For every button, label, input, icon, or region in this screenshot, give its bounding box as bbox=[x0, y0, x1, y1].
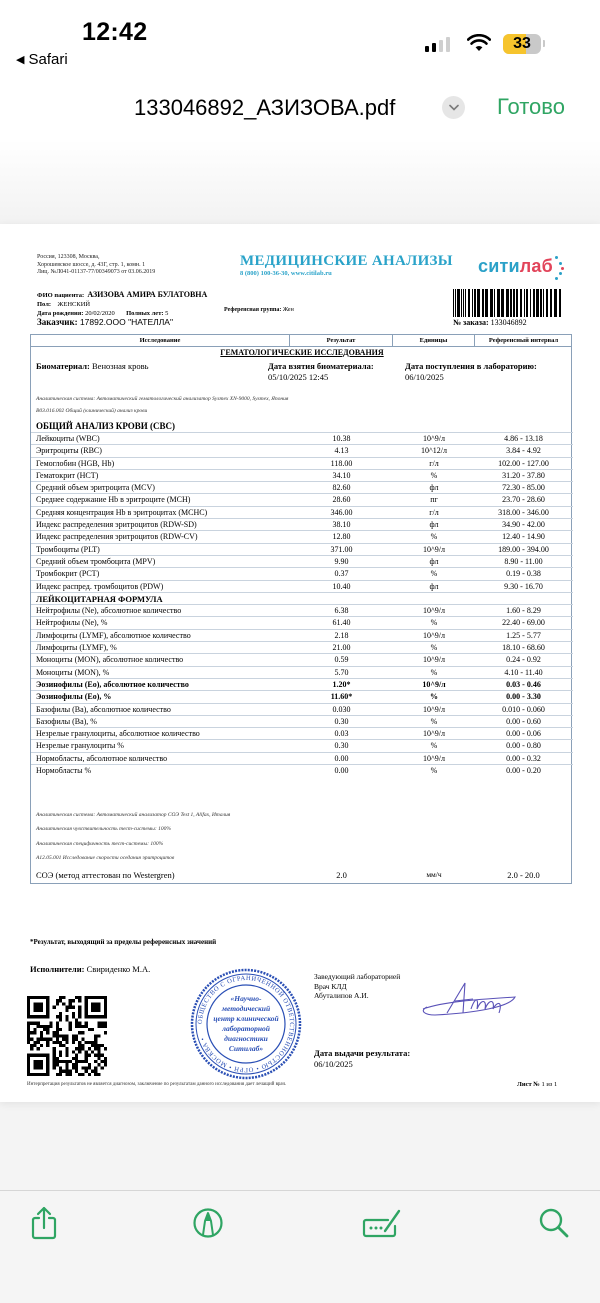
esr-row bbox=[31, 870, 573, 883]
reference-interval: 1.60 - 8.29 bbox=[506, 606, 541, 616]
result-value: 0.37 bbox=[334, 569, 349, 579]
bottom-toolbar bbox=[0, 1190, 600, 1303]
order-label: № заказа: bbox=[453, 318, 489, 327]
results-table bbox=[30, 334, 572, 884]
reference-interval: 3.84 - 4.92 bbox=[506, 446, 541, 456]
unit-value: 10^9/л bbox=[423, 753, 445, 763]
table-row bbox=[31, 703, 573, 715]
logo-dots-icon bbox=[553, 254, 565, 280]
reference-interval: 189.00 - 394.00 bbox=[498, 544, 549, 554]
svg-text:«Научно-: «Научно- bbox=[230, 994, 262, 1003]
reference-interval: 0.24 - 0.92 bbox=[506, 655, 541, 665]
test-name: Лейкоциты (WBC) bbox=[36, 434, 100, 443]
table-row bbox=[31, 653, 573, 665]
reference-interval: 9.30 - 16.70 bbox=[504, 581, 543, 591]
unit-value: г/л bbox=[429, 458, 439, 468]
result-value: 0.00 bbox=[334, 766, 349, 776]
clock: 12:42 bbox=[82, 18, 148, 46]
reference-interval: 18.10 - 68.60 bbox=[502, 643, 545, 653]
search-button[interactable] bbox=[534, 1203, 574, 1243]
biomaterial-label: Биоматериал: bbox=[36, 361, 90, 371]
test-name: Индекс распределения эритроцитов (RDW-CV) bbox=[36, 532, 198, 542]
unit-value: 10^12/л bbox=[421, 446, 447, 456]
customer-label: Заказчик: bbox=[37, 317, 78, 327]
reference-interval: 8.90 - 11.00 bbox=[504, 556, 543, 566]
biomaterial-value: Венозная кровь bbox=[92, 361, 149, 371]
lab-head bbox=[314, 972, 400, 1001]
back-triangle-icon: ◀ bbox=[16, 54, 25, 66]
result-value: 4.13 bbox=[334, 446, 349, 456]
done-button[interactable]: Готово bbox=[497, 94, 565, 119]
lab-address bbox=[37, 254, 155, 277]
share-button[interactable] bbox=[24, 1203, 64, 1243]
result-value: 346.00 bbox=[330, 507, 353, 517]
result-value: 61.40 bbox=[332, 618, 351, 628]
unit-value: 10^9/л bbox=[422, 679, 446, 689]
unit-value: % bbox=[430, 766, 438, 776]
table-row bbox=[31, 616, 573, 628]
issue-date bbox=[314, 1048, 410, 1070]
test-name: Нормобласты % bbox=[36, 766, 92, 776]
test-name: Моноциты (MON), абсолютное количество bbox=[36, 655, 184, 665]
collection-date-value: 05/10/2025 12:45 bbox=[268, 372, 329, 382]
unit-value: % bbox=[430, 667, 438, 677]
test-name: Базофилы (Ba), абсолютное количество bbox=[36, 704, 171, 714]
cellular-signal-icon bbox=[425, 36, 450, 52]
reference-interval: 0.00 - 0.80 bbox=[506, 741, 541, 751]
receive-date-value: 06/10/2025 bbox=[405, 372, 444, 382]
patient-dob: 20/02/2020 bbox=[85, 310, 115, 317]
unit-value: фл bbox=[429, 556, 439, 566]
reference-interval: 22.40 - 69.00 bbox=[502, 618, 545, 628]
test-name: Незрелые гранулоциты % bbox=[36, 741, 124, 751]
section-title: ГЕМАТОЛОГИЧЕСКИЕ ИССЛЕДОВАНИЯ bbox=[220, 348, 384, 357]
result-value: 38.10 bbox=[332, 520, 351, 530]
order-number-value: 133046892 bbox=[490, 318, 527, 327]
table-row bbox=[31, 567, 573, 579]
license-line: Лиц. №Л041-01137-77/00349073 от 03.06.2019 bbox=[37, 269, 156, 275]
title-menu-button[interactable] bbox=[442, 96, 465, 119]
order-number bbox=[453, 318, 527, 327]
svg-text:ОБЩЕСТВО С ОГРАНИЧЕННОЙ ОТВЕТС: ОБЩЕСТВО С ОГРАНИЧЕННОЙ ОТВЕТСТВЕННОСТЬЮ • ОГРН • МОСКВА • bbox=[196, 974, 296, 1074]
unit-value: % bbox=[430, 716, 438, 726]
pdf-viewer[interactable] bbox=[0, 140, 600, 1190]
signature-image bbox=[415, 979, 520, 1021]
result-value: 2.18 bbox=[334, 630, 349, 640]
search-icon bbox=[538, 1207, 570, 1239]
reference-interval: 0.010 - 0.060 bbox=[502, 704, 545, 714]
back-label: Safari bbox=[28, 51, 68, 68]
table-row bbox=[31, 752, 573, 764]
result-value: 28.60 bbox=[332, 495, 351, 505]
group-title: ЛЕЙКОЦИТАРНАЯ ФОРМУЛА bbox=[36, 593, 163, 604]
esr-note: A12.05.001 Исследование скорости оседания эритроцитов bbox=[36, 855, 175, 861]
unit-value: % bbox=[430, 643, 438, 653]
unit-value: % bbox=[430, 569, 438, 579]
file-title[interactable]: 133046892_АЗИЗОВА.pdf bbox=[134, 95, 396, 120]
lab-head-name: Абуталипов А.И. bbox=[314, 991, 369, 1000]
reference-interval: 0.00 - 0.20 bbox=[506, 766, 541, 776]
unit-value: фл bbox=[429, 483, 439, 493]
unit-value: пг bbox=[430, 495, 438, 505]
reference-interval: 23.70 - 28.60 bbox=[502, 495, 545, 505]
table-row bbox=[31, 727, 573, 739]
test-name: Тромбокрит (PCT) bbox=[36, 569, 100, 579]
result-value: 82.60 bbox=[332, 483, 351, 493]
test-name: Эритроциты (RBC) bbox=[36, 446, 102, 456]
table-row bbox=[31, 604, 573, 616]
code-note: B03.016.002 Общий (клинический) анализ крови bbox=[36, 408, 148, 414]
test-name: Эозинофилы (Eo), абсолютное количество bbox=[36, 679, 189, 689]
test-name: Лимфоциты (LYMF), абсолютное количество bbox=[36, 630, 191, 640]
table-row bbox=[31, 715, 573, 727]
test-name: Средний объем эритроцита (MCV) bbox=[36, 483, 155, 493]
ref-group-label: Референсная группа: bbox=[224, 307, 282, 313]
unit-value: 10^9/л bbox=[423, 544, 445, 554]
test-name: Базофилы (Ba), % bbox=[36, 716, 97, 726]
test-name: Средний объем тромбоцита (MPV) bbox=[36, 556, 156, 566]
viewer-background bbox=[0, 140, 600, 224]
sheet-value: 1 из 1 bbox=[541, 1081, 558, 1088]
lab-head-title: Заведующий лабораторией bbox=[314, 972, 401, 981]
test-name: Нормобласты, абсолютное количество bbox=[36, 753, 168, 763]
result-value: 10.38 bbox=[332, 434, 351, 443]
performers-value: Свириденко М.А. bbox=[86, 964, 151, 974]
address-line: Хорошевское шоссе, д. 43Г, стр. 1, комн. 1 bbox=[37, 261, 146, 268]
wifi-icon bbox=[467, 34, 491, 52]
collection-date bbox=[268, 361, 374, 383]
test-name: Индекс распределения эритроцитов (RDW-SD) bbox=[36, 520, 197, 530]
ref-group-value: Жен bbox=[282, 307, 294, 313]
svg-text:диагностики: диагностики bbox=[224, 1034, 268, 1043]
unit-value: 10^9/л bbox=[423, 630, 445, 640]
lab-stamp bbox=[190, 968, 302, 1080]
esr-note: Аналитическая чувствительность тест-системы: 100% bbox=[36, 826, 171, 832]
sheet-label: Лист № bbox=[517, 1081, 540, 1088]
result-value: 10.40 bbox=[332, 581, 351, 591]
column-header-units: Единицы bbox=[393, 335, 475, 347]
signature-button[interactable] bbox=[358, 1203, 406, 1243]
unit-value: фл bbox=[429, 520, 439, 530]
reference-interval: 72.30 - 85.00 bbox=[502, 483, 545, 493]
unit-value: фл bbox=[429, 581, 439, 591]
lab-head-role: Врач КЛД bbox=[314, 981, 347, 991]
reference-interval: 0.00 - 0.06 bbox=[506, 729, 541, 739]
result-value: 6.38 bbox=[334, 606, 349, 616]
analyzer-note: Аналитическая система: Автоматический гематологический анализатор Sysmex XN-9000, Sysmex, Япония bbox=[36, 396, 289, 402]
reference-interval: 12.40 - 14.90 bbox=[502, 532, 545, 542]
unit-value: % bbox=[430, 470, 438, 480]
patient-age: 5 bbox=[165, 310, 169, 317]
reference-interval: 31.20 - 37.80 bbox=[502, 470, 545, 480]
signature-icon bbox=[361, 1207, 403, 1239]
patient-info bbox=[37, 290, 207, 318]
result-value: 0.59 bbox=[334, 655, 349, 665]
column-header-result: Результат bbox=[290, 335, 393, 347]
share-icon bbox=[30, 1206, 58, 1240]
reference-interval: 34.90 - 42.00 bbox=[502, 520, 545, 530]
disclaimer: Интерпретация результатов не является диагнозом, заключение по результатам данного исследования дает лечащий врач. bbox=[27, 1082, 287, 1087]
unit-value: г/л bbox=[429, 507, 439, 517]
table-row bbox=[31, 580, 573, 592]
test-name: Гемоглобин (HGB, Hb) bbox=[36, 458, 115, 468]
brand-contacts: 8 (800) 100-36-30, www.citilab.ru bbox=[240, 270, 332, 277]
brand-header bbox=[240, 253, 453, 277]
table-row bbox=[31, 543, 573, 555]
test-name: Нейтрофилы (Ne), % bbox=[36, 618, 108, 628]
unit-value: 10^9/л bbox=[423, 729, 445, 739]
reference-interval: 318.00 - 346.00 bbox=[498, 507, 549, 517]
citilab-logo bbox=[478, 256, 553, 277]
table-row bbox=[31, 457, 573, 469]
reference-interval: 0.00 - 0.32 bbox=[506, 753, 541, 763]
leukocyte-formula-title bbox=[31, 592, 573, 604]
age-label: Полных лет: bbox=[126, 310, 164, 317]
status-bar bbox=[0, 0, 600, 80]
table-row bbox=[31, 739, 573, 751]
table-row bbox=[31, 629, 573, 641]
battery-percent: 33 bbox=[513, 35, 531, 52]
test-name: Индекс распред. тромбоцитов (PDW) bbox=[36, 581, 164, 591]
patient-name: АЗИЗОВА АМИРА БУЛАТОВНА bbox=[87, 290, 208, 299]
table-row bbox=[31, 764, 573, 776]
logo-part-1: сити bbox=[478, 256, 520, 276]
table-row bbox=[31, 506, 573, 518]
reference-interval: 102.00 - 127.00 bbox=[498, 458, 549, 468]
result-value: 21.00 bbox=[332, 643, 351, 653]
unit-value: % bbox=[430, 741, 438, 751]
esr-result: 2.0 bbox=[336, 870, 347, 880]
test-name: Незрелые гранулоциты, абсолютное количество bbox=[36, 729, 200, 739]
chevron-down-icon bbox=[449, 104, 459, 111]
result-value: 118.00 bbox=[330, 458, 353, 468]
esr-note: Аналитическая специфичность тест-системы: 100% bbox=[36, 841, 164, 847]
result-value: 9.90 bbox=[334, 556, 349, 566]
brand-title: МЕДИЦИНСКИЕ АНАЛИЗЫ bbox=[240, 253, 453, 269]
unit-value: 10^9/л bbox=[423, 606, 445, 616]
battery-cap bbox=[543, 40, 545, 47]
unit-value: % bbox=[430, 532, 438, 542]
biomaterial bbox=[36, 361, 148, 371]
performers-label: Исполнители: bbox=[30, 964, 85, 974]
table-row bbox=[31, 444, 573, 456]
table-row bbox=[31, 690, 573, 702]
test-name: Эозинофилы (Eo), % bbox=[36, 692, 112, 702]
receive-date bbox=[405, 361, 537, 383]
battery-icon bbox=[503, 34, 541, 54]
table-row bbox=[31, 518, 573, 530]
collection-date-label: Дата взятия биоматериала: bbox=[268, 361, 374, 371]
out-of-range-footnote: *Результат, выходящий за пределы референсных значений bbox=[30, 938, 217, 946]
table-row bbox=[31, 641, 573, 653]
table-row bbox=[31, 666, 573, 678]
cbc-title: ОБЩИЙ АНАЛИЗ КРОВИ (CBC) bbox=[36, 421, 176, 431]
column-header-test: Исследование bbox=[31, 335, 290, 347]
reference-interval: 1.25 - 5.77 bbox=[506, 630, 541, 640]
reference-interval: 4.10 - 11.40 bbox=[504, 667, 543, 677]
receive-date-label: Дата поступления в лабораторию: bbox=[405, 361, 537, 371]
result-value: 371.00 bbox=[330, 544, 353, 554]
customer-info bbox=[37, 317, 173, 327]
column-header-reference: Референсный интервал bbox=[475, 335, 572, 347]
reference-interval: 0.00 - 3.30 bbox=[506, 692, 541, 702]
reference-group bbox=[224, 307, 294, 313]
document-nav-bar bbox=[0, 82, 600, 132]
table-row bbox=[31, 530, 573, 542]
logo-part-2: лаб bbox=[519, 256, 553, 276]
address-line: Россия, 123308, Москва, bbox=[37, 254, 100, 260]
test-name: Лимфоциты (LYMF), % bbox=[36, 643, 117, 653]
test-name: Среднее содержание Hb в эритроците (MCH) bbox=[36, 495, 191, 505]
result-value: 11.60* bbox=[330, 692, 353, 702]
result-value: 0.30 bbox=[334, 741, 349, 751]
esr-name: СОЭ (метод аттестован по Westergren) bbox=[36, 870, 175, 880]
patient-sex: ЖЕНСКИЙ bbox=[57, 301, 91, 308]
result-value: 0.30 bbox=[334, 716, 349, 726]
esr-note: Аналитическая система: Автоматический анализатор СОЭ Test 1, Alifax, Италия bbox=[36, 812, 231, 818]
result-value: 0.030 bbox=[332, 704, 351, 714]
test-name: Нейтрофилы (Ne), абсолютное количество bbox=[36, 606, 182, 616]
reference-interval: 4.86 - 13.18 bbox=[504, 434, 543, 443]
result-value: 34.10 bbox=[332, 470, 351, 480]
markup-button[interactable] bbox=[188, 1203, 228, 1243]
performers bbox=[30, 964, 150, 974]
issue-date-value: 06/10/2025 bbox=[314, 1059, 353, 1069]
reference-interval: 0.19 - 0.38 bbox=[506, 569, 541, 579]
result-value: 0.03 bbox=[334, 729, 349, 739]
table-row bbox=[31, 469, 573, 481]
sex-label: Пол: bbox=[37, 301, 52, 308]
markup-pen-icon bbox=[192, 1207, 224, 1239]
svg-text:лабораторной: лабораторной bbox=[222, 1024, 270, 1033]
issue-date-label: Дата выдачи результата: bbox=[314, 1048, 411, 1058]
result-value: 5.70 bbox=[334, 667, 349, 677]
customer-value: 17892.ООО "НАТЕЛЛА" bbox=[79, 317, 173, 327]
reference-interval: 0.03 - 0.46 bbox=[506, 679, 541, 689]
result-value: 12.80 bbox=[332, 532, 351, 542]
esr-unit: мм/ч bbox=[426, 870, 442, 879]
unit-value: % bbox=[430, 618, 438, 628]
dob-label: Дата рождения: bbox=[37, 310, 84, 317]
order-barcode bbox=[453, 289, 563, 317]
test-name: Тромбоциты (PLT) bbox=[36, 544, 100, 554]
sheet-number bbox=[517, 1081, 557, 1088]
pdf-page bbox=[0, 224, 600, 1102]
test-name: Средняя концентрация Hb в эритроцитах (MCHC) bbox=[36, 507, 208, 517]
unit-value: 10^9/л bbox=[423, 434, 445, 443]
result-value: 0.00 bbox=[334, 753, 349, 763]
table-row bbox=[31, 678, 573, 690]
svg-text:центр клинической: центр клинической bbox=[213, 1014, 279, 1023]
unit-value: % bbox=[430, 692, 438, 702]
unit-value: 10^9/л bbox=[423, 704, 445, 714]
unit-value: 10^9/л bbox=[423, 655, 445, 665]
esr-reference: 2.0 - 20.0 bbox=[507, 870, 540, 880]
back-to-safari-button[interactable] bbox=[16, 51, 68, 68]
patient-name-label: ФИО пациента: bbox=[37, 292, 85, 299]
svg-text:Ситилаб»: Ситилаб» bbox=[228, 1044, 264, 1053]
table-row bbox=[31, 432, 573, 444]
result-value: 1.20* bbox=[332, 679, 351, 689]
test-name: Моноциты (MON), % bbox=[36, 667, 110, 677]
table-row bbox=[31, 493, 573, 505]
table-row bbox=[31, 481, 573, 493]
qr-code bbox=[27, 996, 107, 1076]
svg-text:методический: методический bbox=[221, 1004, 271, 1013]
reference-interval: 0.00 - 0.60 bbox=[506, 716, 541, 726]
test-name: Гематокрит (HCT) bbox=[36, 470, 99, 480]
table-row bbox=[31, 555, 573, 567]
results-rows bbox=[31, 432, 573, 776]
